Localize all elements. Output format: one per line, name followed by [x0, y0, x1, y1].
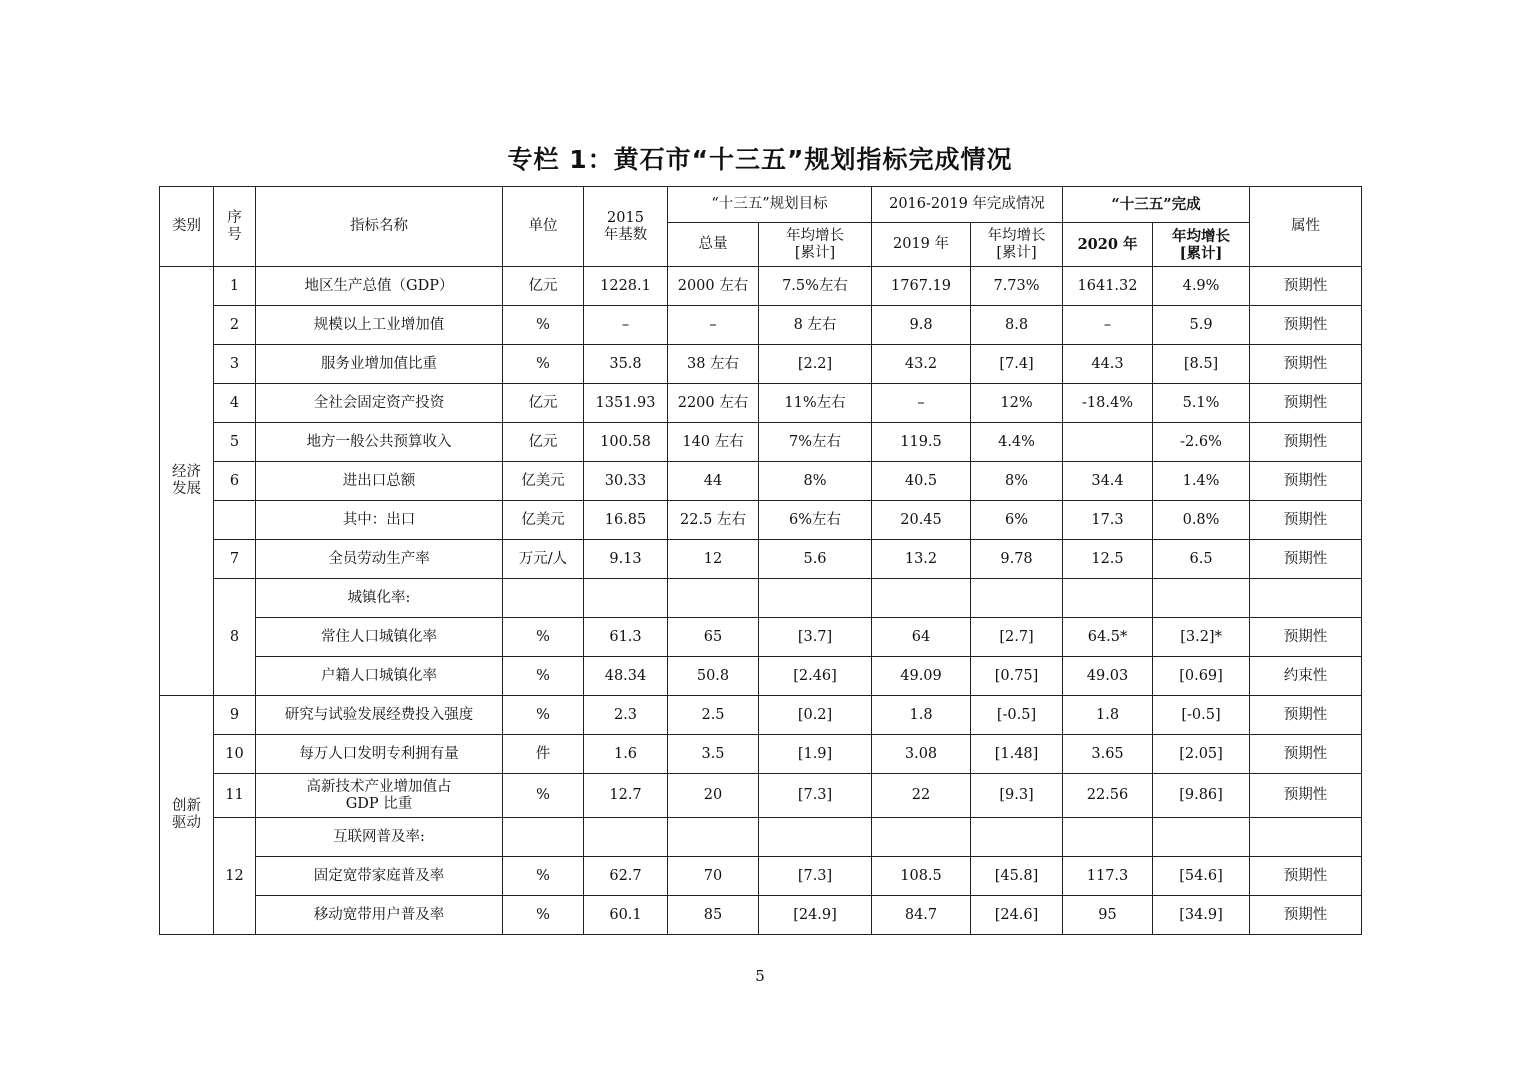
t-growth-cell: [3.7] [759, 618, 872, 657]
unit-cell: % [503, 345, 584, 384]
name-cell: 常住人口城镇化率 [256, 618, 503, 657]
attr-cell: 预期性 [1250, 345, 1362, 384]
unit-cell: % [503, 896, 584, 935]
seq-cell: 2 [214, 306, 256, 345]
t-total-cell: 12 [668, 540, 759, 579]
t-growth-cell: [7.3] [759, 774, 872, 818]
a2019-cell: 3.08 [872, 735, 971, 774]
a-growth-cell: 8% [971, 462, 1063, 501]
table-row [160, 462, 1362, 501]
a-growth-cell: 12% [971, 384, 1063, 423]
base-cell [584, 579, 668, 618]
base-cell: 35.8 [584, 345, 668, 384]
unit-cell: % [503, 696, 584, 735]
a2019-cell [872, 579, 971, 618]
indicator-table [159, 186, 1362, 935]
d-growth-cell: [-0.5] [1153, 696, 1250, 735]
t-growth-cell: 7%左右 [759, 423, 872, 462]
unit-cell: % [503, 306, 584, 345]
attr-cell: 预期性 [1250, 267, 1362, 306]
name-cell: 高新技术产业增加值占GDP 比重 [256, 774, 503, 818]
d2020-cell: 34.4 [1063, 462, 1153, 501]
page-title: 专栏 1：黄石市“十三五”规划指标完成情况 [507, 145, 1013, 174]
d-growth-cell: 5.9 [1153, 306, 1250, 345]
table-row [160, 896, 1362, 935]
base-cell: 30.33 [584, 462, 668, 501]
t-growth-cell: 8% [759, 462, 872, 501]
attr-cell: 预期性 [1250, 462, 1362, 501]
t-growth-cell: 6%左右 [759, 501, 872, 540]
table-row [160, 657, 1362, 696]
base-cell: 12.7 [584, 774, 668, 818]
attr-cell: 预期性 [1250, 540, 1362, 579]
a-growth-cell: 8.8 [971, 306, 1063, 345]
table-row [160, 818, 1362, 857]
name-cell: 其中：出口 [256, 501, 503, 540]
a2019-cell: 1767.19 [872, 267, 971, 306]
t-growth-cell: 7.5%左右 [759, 267, 872, 306]
t-total-cell [668, 579, 759, 618]
attr-cell: 预期性 [1250, 735, 1362, 774]
name-cell: 移动宽带用户普及率 [256, 896, 503, 935]
name-cell: 每万人口发明专利拥有量 [256, 735, 503, 774]
base-cell: 1.6 [584, 735, 668, 774]
t-growth-cell [759, 818, 872, 857]
name-cell: 全社会固定资产投资 [256, 384, 503, 423]
a2019-cell: 64 [872, 618, 971, 657]
attr-cell: 预期性 [1250, 857, 1362, 896]
unit-cell: 亿元 [503, 267, 584, 306]
header-done-2020: 2020 年 [1063, 223, 1153, 267]
d-growth-cell: [3.2]* [1153, 618, 1250, 657]
header-seq: 序号 [214, 187, 256, 267]
seq-cell: 1 [214, 267, 256, 306]
table-row [160, 345, 1362, 384]
d-growth-cell: [0.69] [1153, 657, 1250, 696]
unit-cell: % [503, 657, 584, 696]
attr-cell: 预期性 [1250, 896, 1362, 935]
d2020-cell: 12.5 [1063, 540, 1153, 579]
a2019-cell: 84.7 [872, 896, 971, 935]
a-growth-cell: [2.7] [971, 618, 1063, 657]
attr-cell: 预期性 [1250, 423, 1362, 462]
table-row [160, 306, 1362, 345]
t-total-cell: 22.5 左右 [668, 501, 759, 540]
seq-cell [214, 501, 256, 540]
header-row-1 [160, 187, 1362, 223]
header-actual-2019: 2019 年 [872, 223, 971, 267]
t-total-cell [668, 818, 759, 857]
t-total-cell: 85 [668, 896, 759, 935]
d-growth-cell: 0.8% [1153, 501, 1250, 540]
attr-cell: 预期性 [1250, 774, 1362, 818]
t-growth-cell: [2.46] [759, 657, 872, 696]
attr-cell: 预期性 [1250, 501, 1362, 540]
d2020-cell: 22.56 [1063, 774, 1153, 818]
header-attr: 属性 [1250, 187, 1362, 267]
d2020-cell: 64.5* [1063, 618, 1153, 657]
d-growth-cell: [9.86] [1153, 774, 1250, 818]
base-cell: 100.58 [584, 423, 668, 462]
t-growth-cell: 11%左右 [759, 384, 872, 423]
header-done-growth: 年均增长[累计] [1153, 223, 1250, 267]
name-cell: 规模以上工业增加值 [256, 306, 503, 345]
seq-cell: 7 [214, 540, 256, 579]
d-growth-cell: 6.5 [1153, 540, 1250, 579]
t-growth-cell: [2.2] [759, 345, 872, 384]
unit-cell: 万元/人 [503, 540, 584, 579]
attr-cell: 预期性 [1250, 384, 1362, 423]
t-growth-cell: [1.9] [759, 735, 872, 774]
t-growth-cell: 5.6 [759, 540, 872, 579]
a-growth-cell: [9.3] [971, 774, 1063, 818]
base-cell: 1228.1 [584, 267, 668, 306]
unit-cell [503, 818, 584, 857]
table-row [160, 696, 1362, 735]
attr-cell: 约束性 [1250, 657, 1362, 696]
name-cell: 研究与试验发展经费投入强度 [256, 696, 503, 735]
category-cell: 创新驱动 [160, 696, 214, 935]
table-row [160, 857, 1362, 896]
header-actual-growth: 年均增长[累计] [971, 223, 1063, 267]
a2019-cell: – [872, 384, 971, 423]
unit-cell: 亿元 [503, 423, 584, 462]
d-growth-cell: [8.5] [1153, 345, 1250, 384]
t-total-cell: 2.5 [668, 696, 759, 735]
a2019-cell: 43.2 [872, 345, 971, 384]
name-cell: 地方一般公共预算收入 [256, 423, 503, 462]
name-cell: 进出口总额 [256, 462, 503, 501]
a-growth-cell: [24.6] [971, 896, 1063, 935]
a-growth-cell: [7.4] [971, 345, 1063, 384]
name-cell: 地区生产总值（GDP） [256, 267, 503, 306]
seq-cell: 8 [214, 579, 256, 696]
table-row [160, 540, 1362, 579]
unit-cell: % [503, 857, 584, 896]
header-done-group: “十三五”完成 [1063, 187, 1250, 223]
name-cell: 全员劳动生产率 [256, 540, 503, 579]
d-growth-cell: 5.1% [1153, 384, 1250, 423]
header-target-group: “十三五”规划目标 [668, 187, 872, 223]
table-row [160, 501, 1362, 540]
attr-cell: 预期性 [1250, 306, 1362, 345]
header-actual-group: 2016-2019 年完成情况 [872, 187, 1063, 223]
unit-cell: 亿美元 [503, 462, 584, 501]
d2020-cell: 1641.32 [1063, 267, 1153, 306]
table-row [160, 579, 1362, 618]
seq-cell: 11 [214, 774, 256, 818]
table-row [160, 267, 1362, 306]
base-cell: 48.34 [584, 657, 668, 696]
seq-cell: 10 [214, 735, 256, 774]
a-growth-cell: [0.75] [971, 657, 1063, 696]
d-growth-cell [1153, 818, 1250, 857]
header-unit: 单位 [503, 187, 584, 267]
d2020-cell: 3.65 [1063, 735, 1153, 774]
base-cell: 62.7 [584, 857, 668, 896]
d2020-cell: 49.03 [1063, 657, 1153, 696]
a2019-cell: 49.09 [872, 657, 971, 696]
d-growth-cell: 4.9% [1153, 267, 1250, 306]
a2019-cell: 22 [872, 774, 971, 818]
t-total-cell: 50.8 [668, 657, 759, 696]
d-growth-cell: [34.9] [1153, 896, 1250, 935]
base-cell: 1351.93 [584, 384, 668, 423]
a2019-cell: 20.45 [872, 501, 971, 540]
unit-cell [503, 579, 584, 618]
d-growth-cell: 1.4% [1153, 462, 1250, 501]
base-cell: – [584, 306, 668, 345]
unit-cell: 件 [503, 735, 584, 774]
d-growth-cell: [54.6] [1153, 857, 1250, 896]
category-cell: 经济发展 [160, 267, 214, 696]
a2019-cell: 1.8 [872, 696, 971, 735]
a2019-cell: 119.5 [872, 423, 971, 462]
attr-cell [1250, 579, 1362, 618]
d-growth-cell [1153, 579, 1250, 618]
header-category: 类别 [160, 187, 214, 267]
header-target-total: 总量 [668, 223, 759, 267]
attr-cell: 预期性 [1250, 696, 1362, 735]
attr-cell: 预期性 [1250, 618, 1362, 657]
header-target-growth: 年均增长[累计] [759, 223, 872, 267]
t-total-cell: 44 [668, 462, 759, 501]
seq-cell: 5 [214, 423, 256, 462]
a2019-cell: 40.5 [872, 462, 971, 501]
a2019-cell: 108.5 [872, 857, 971, 896]
d2020-cell: 117.3 [1063, 857, 1153, 896]
t-total-cell: 20 [668, 774, 759, 818]
name-cell: 户籍人口城镇化率 [256, 657, 503, 696]
a-growth-cell: [-0.5] [971, 696, 1063, 735]
t-growth-cell: [0.2] [759, 696, 872, 735]
table-row [160, 423, 1362, 462]
a-growth-cell: 7.73% [971, 267, 1063, 306]
t-total-cell: 65 [668, 618, 759, 657]
a2019-cell [872, 818, 971, 857]
d2020-cell: 17.3 [1063, 501, 1153, 540]
d2020-cell [1063, 579, 1153, 618]
d2020-cell: -18.4% [1063, 384, 1153, 423]
table-row [160, 774, 1362, 818]
d2020-cell: 95 [1063, 896, 1153, 935]
t-total-cell: 2000 左右 [668, 267, 759, 306]
attr-cell [1250, 818, 1362, 857]
seq-cell: 12 [214, 818, 256, 935]
seq-cell: 3 [214, 345, 256, 384]
a-growth-cell [971, 818, 1063, 857]
seq-cell: 9 [214, 696, 256, 735]
a-growth-cell: 4.4% [971, 423, 1063, 462]
t-growth-cell: [24.9] [759, 896, 872, 935]
t-total-cell: 140 左右 [668, 423, 759, 462]
table-row [160, 618, 1362, 657]
header-name: 指标名称 [256, 187, 503, 267]
base-cell: 16.85 [584, 501, 668, 540]
base-cell: 60.1 [584, 896, 668, 935]
d2020-cell: – [1063, 306, 1153, 345]
seq-cell: 6 [214, 462, 256, 501]
seq-cell: 4 [214, 384, 256, 423]
d-growth-cell: -2.6% [1153, 423, 1250, 462]
base-cell: 2.3 [584, 696, 668, 735]
t-total-cell: 70 [668, 857, 759, 896]
unit-cell: % [503, 618, 584, 657]
base-cell: 9.13 [584, 540, 668, 579]
d2020-cell [1063, 818, 1153, 857]
d-growth-cell: [2.05] [1153, 735, 1250, 774]
a2019-cell: 13.2 [872, 540, 971, 579]
name-cell: 互联网普及率: [256, 818, 503, 857]
unit-cell: 亿美元 [503, 501, 584, 540]
t-total-cell: 2200 左右 [668, 384, 759, 423]
t-growth-cell [759, 579, 872, 618]
d2020-cell: 1.8 [1063, 696, 1153, 735]
page-number: 5 [755, 967, 765, 985]
header-base: 2015 年基数 [584, 187, 668, 267]
unit-cell: % [503, 774, 584, 818]
base-cell: 61.3 [584, 618, 668, 657]
a-growth-cell: 6% [971, 501, 1063, 540]
table-row [160, 735, 1362, 774]
a-growth-cell: [45.8] [971, 857, 1063, 896]
a-growth-cell: [1.48] [971, 735, 1063, 774]
t-total-cell: – [668, 306, 759, 345]
name-cell: 服务业增加值比重 [256, 345, 503, 384]
a2019-cell: 9.8 [872, 306, 971, 345]
t-growth-cell: [7.3] [759, 857, 872, 896]
table-row [160, 384, 1362, 423]
d2020-cell: 44.3 [1063, 345, 1153, 384]
t-total-cell: 38 左右 [668, 345, 759, 384]
a-growth-cell [971, 579, 1063, 618]
a-growth-cell: 9.78 [971, 540, 1063, 579]
unit-cell: 亿元 [503, 384, 584, 423]
name-cell: 固定宽带家庭普及率 [256, 857, 503, 896]
base-cell [584, 818, 668, 857]
d2020-cell [1063, 423, 1153, 462]
name-cell: 城镇化率: [256, 579, 503, 618]
t-growth-cell: 8 左右 [759, 306, 872, 345]
table-body [160, 267, 1362, 935]
t-total-cell: 3.5 [668, 735, 759, 774]
